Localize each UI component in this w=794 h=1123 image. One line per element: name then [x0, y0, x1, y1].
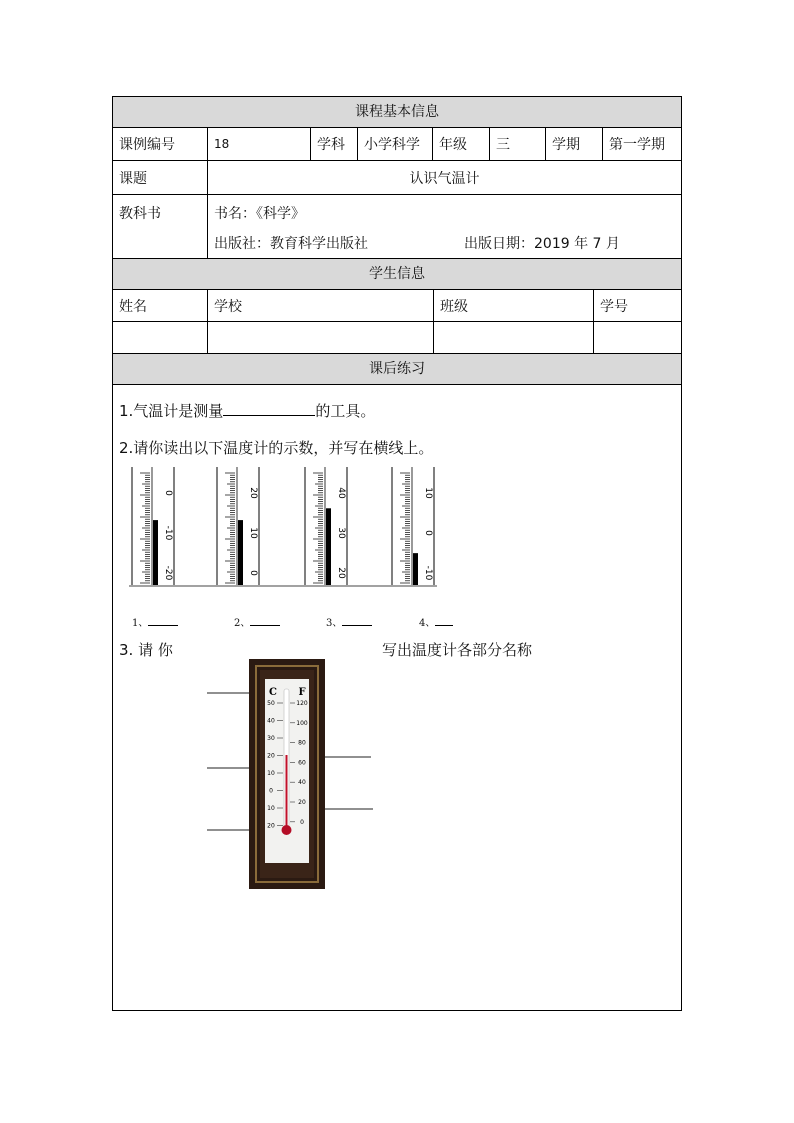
student-id-label: 学号 [600, 298, 628, 315]
student-blank-row [113, 322, 681, 354]
scale-4-label-3: -10 [423, 565, 433, 581]
answer-4-blank[interactable] [435, 616, 453, 626]
celsius-tick-label: 0 [269, 787, 273, 795]
celsius-tick-label: 20 [267, 752, 275, 760]
student-info-header [113, 259, 681, 290]
book-name: 书名：《科学》 [214, 206, 305, 222]
fahrenheit-tick-label: 120 [296, 700, 308, 707]
celsius-label: C [269, 687, 277, 698]
scale-3-label-1: 40 [336, 487, 346, 499]
fahrenheit-tick-label: 100 [296, 719, 308, 727]
q1-text-after: 的工具。 [315, 402, 376, 420]
course-meta-row [113, 128, 681, 161]
school-input-cell[interactable] [208, 322, 434, 353]
fahrenheit-tick-label: 60 [298, 759, 306, 767]
answer-4-label: 4、 [419, 618, 436, 629]
scale-3-label-2: 30 [336, 527, 346, 539]
thermometer-scale-3 [305, 467, 347, 585]
answer-4 [419, 614, 453, 629]
scale-4-label-1: 10 [423, 487, 433, 499]
answer-1 [132, 614, 178, 629]
thermometer-scales-figure [129, 465, 445, 597]
basic-info-title: 课程基本信息 [355, 104, 439, 120]
fahrenheit-tick-label: 20 [298, 799, 306, 806]
celsius-tick-label: 20 [267, 822, 275, 830]
school-label: 学校 [208, 290, 434, 321]
term-label: 学期 [546, 128, 603, 160]
scale-2-label-3: 0 [248, 570, 258, 576]
liquid-column-1 [153, 520, 158, 585]
celsius-tick-label: 40 [267, 717, 275, 725]
liquid-column-4 [413, 553, 418, 585]
answer-3 [326, 614, 372, 629]
celsius-tick-label: 10 [267, 770, 275, 777]
pub-date: 出版日期：2019 年 7 月 [464, 236, 620, 252]
case-no-label: 课例编号 [113, 128, 208, 160]
answer-3-label: 3、 [326, 618, 343, 629]
topic-label: 课题 [113, 161, 208, 194]
basic-info-header [113, 97, 681, 128]
scale-3-label-3: 20 [336, 567, 346, 579]
liquid-column-2 [238, 520, 243, 585]
answer-2-blank[interactable] [250, 616, 280, 626]
term-value: 第一学期 [609, 137, 665, 153]
subject-value: 小学科学 [358, 128, 433, 160]
grade-label: 年级 [433, 128, 490, 160]
class-input-cell[interactable] [434, 322, 594, 353]
scale-1-label-3: -20 [163, 565, 173, 581]
fahrenheit-tick-label: 0 [300, 818, 304, 826]
answer-2 [234, 614, 280, 629]
answer-3-blank[interactable] [342, 616, 372, 626]
question-1 [119, 400, 375, 421]
grade-value: 三 [490, 128, 546, 160]
thermometer-scale-1 [132, 467, 174, 585]
celsius-tick-label: 30 [267, 735, 275, 742]
question-2: 2.请你读出以下温度计的示数，并写在横线上。 [119, 439, 434, 457]
case-no-value: 18 [208, 128, 311, 160]
fahrenheit-label: F [298, 687, 306, 698]
exercise-header [113, 354, 681, 385]
student-info-title: 学生信息 [369, 266, 425, 282]
answer-1-blank[interactable] [148, 616, 178, 626]
answer-1-label: 1、 [132, 618, 149, 629]
liquid-column [286, 755, 288, 827]
topic-value: 认识气温计 [409, 170, 480, 187]
scale-1-label-1: 0 [163, 490, 173, 496]
liquid-column-3 [326, 508, 331, 585]
fahrenheit-tick-label: 40 [298, 779, 306, 787]
name-label: 姓名 [113, 290, 208, 321]
bulb [282, 825, 292, 835]
scale-2-label-1: 20 [248, 487, 258, 499]
textbook-row [113, 195, 681, 259]
name-input-cell[interactable] [113, 322, 208, 353]
class-label: 班级 [434, 290, 594, 321]
scale-2-label-2: 10 [248, 527, 258, 539]
student-label-row [113, 290, 681, 322]
q1-text-before: 1.气温计是测量 [119, 402, 224, 420]
subject-label: 学科 [311, 128, 358, 160]
student-id-input-cell[interactable] [594, 322, 681, 353]
textbook-label: 教科书 [113, 195, 208, 258]
q1-answer-blank[interactable] [223, 401, 315, 416]
textbook-info [208, 195, 681, 258]
celsius-tick-label: 50 [267, 700, 275, 707]
question-3-right: 写出温度计各部分名称 [382, 641, 533, 659]
celsius-tick-label: 10 [267, 805, 275, 812]
scale-4-label-2: 0 [423, 530, 433, 536]
thermometer-photo [205, 659, 375, 891]
exercise-title: 课后练习 [369, 361, 425, 377]
fahrenheit-tick-label: 80 [298, 739, 306, 747]
scale-1-label-2: -10 [163, 525, 173, 541]
answer-2-label: 2、 [234, 618, 251, 629]
exercise-body [113, 385, 681, 1010]
publisher: 出版社：教育科学出版社 [214, 236, 368, 252]
thermometer-scale-2 [217, 467, 259, 585]
topic-row [113, 161, 681, 195]
question-3-left: 3. 请 你 [119, 641, 173, 659]
worksheet-table [112, 96, 682, 1011]
thermometer-scale-4 [392, 467, 434, 585]
